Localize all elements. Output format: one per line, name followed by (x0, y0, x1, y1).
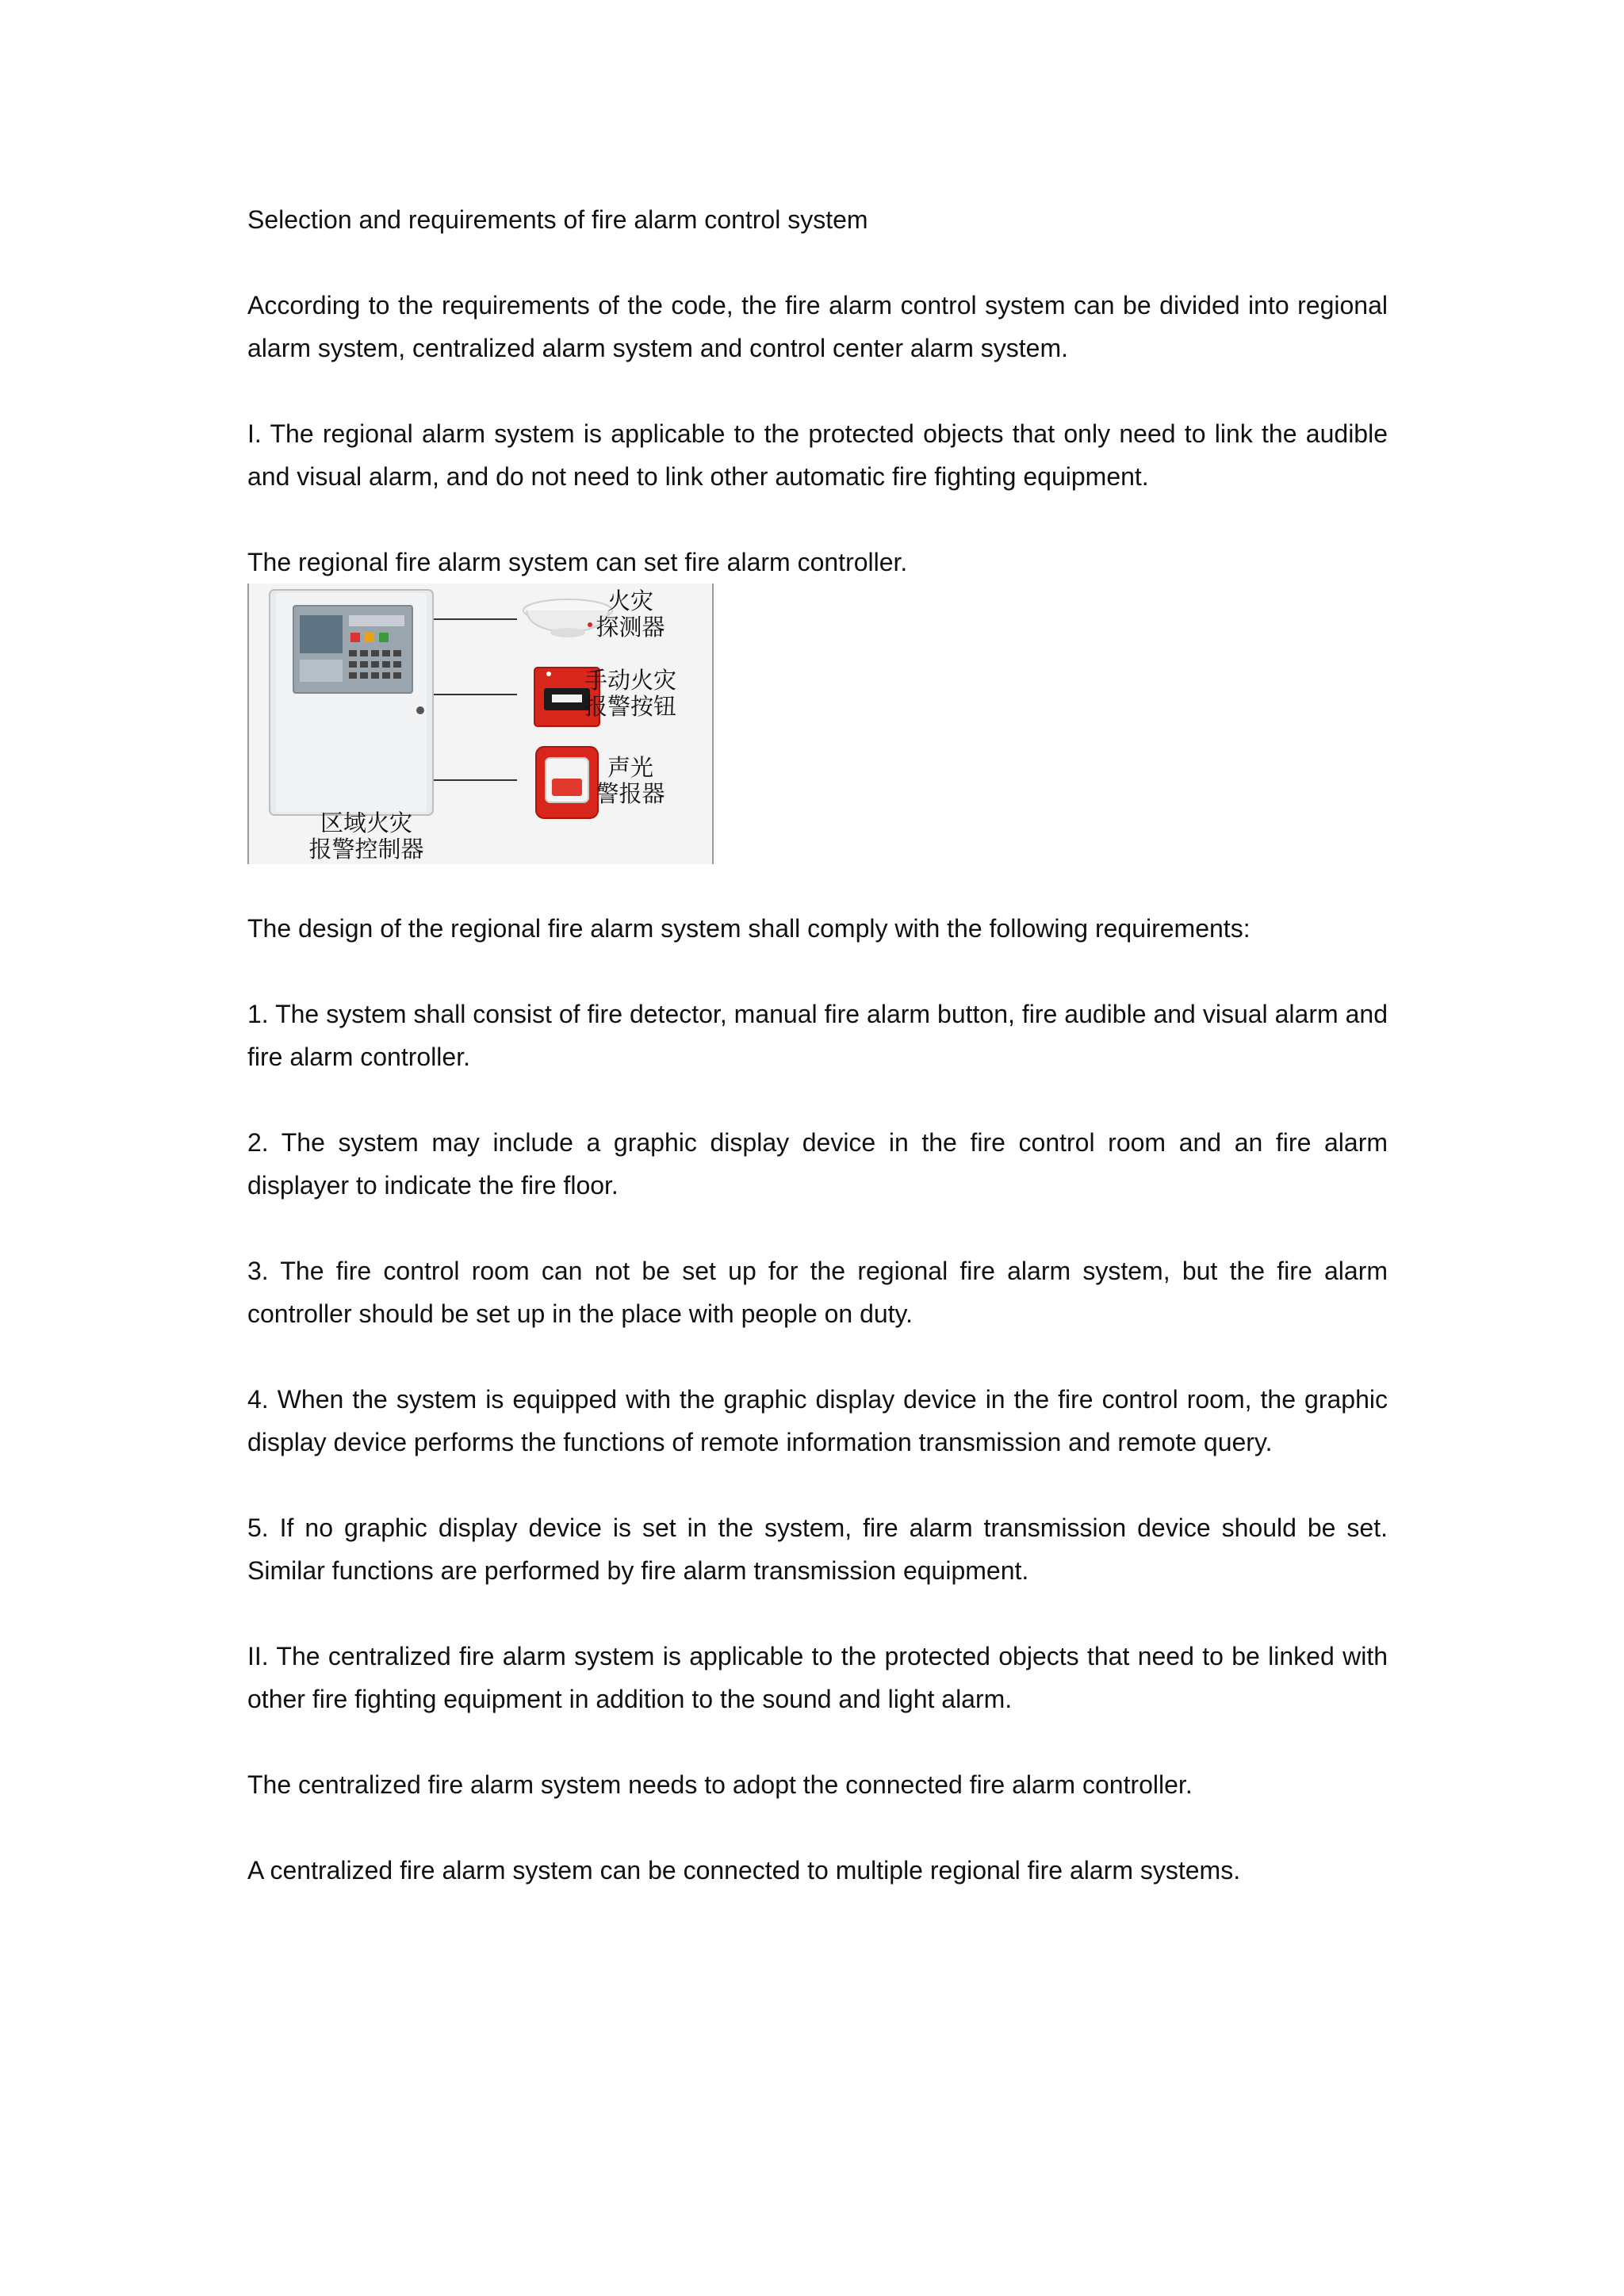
requirement-1: 1. The system shall consist of fire detector, manual fire alarm button, fire audible and visual alarm and fire alarm controller. (247, 1000, 1388, 1071)
section-2-note-1: The centralized fire alarm system needs to adopt the connected fire alarm controller. (247, 1770, 1193, 1799)
requirement-5: 5. If no graphic display device is set in the system, fire alarm transmission device should be set. Similar functions are performed by fire alarm transmission equipment. (247, 1513, 1388, 1585)
section-1-paragraph: I. The regional alarm system is applicable to the protected objects that only need to link the audible and visual alarm, and do not need to link other automatic fire fighting equipment. (247, 419, 1388, 491)
controller-caption: 区域火灾 报警控制器 (308, 809, 424, 863)
controller-cabinet-icon (270, 590, 433, 815)
regional-system-figure (247, 584, 714, 864)
requirement-4: 4. When the system is equipped with the graphic display device in the fire control room, the graphic display device performs the functions of remote information transmission and remote query. (247, 1385, 1388, 1456)
section-2-note-2: A centralized fire alarm system can be connected to multiple regional fire alarm systems. (247, 1856, 1241, 1885)
requirements-intro: The design of the regional fire alarm system shall comply with the following requirements: (247, 914, 1251, 943)
requirement-3: 3. The fire control room can not be set up for the regional fire alarm system, but the fire alarm controller should be set up in the place with people on duty. (247, 1257, 1388, 1328)
intro-paragraph: According to the requirements of the code, the fire alarm control system can be divided into regional alarm system, centralized alarm system and control center alarm system. (247, 291, 1388, 362)
document-title: Selection and requirements of fire alarm control system (247, 205, 868, 234)
section-2-paragraph: II. The centralized fire alarm system is applicable to the protected objects that need to be linked with other fire fighting equipment in addition to the sound and light alarm. (247, 1642, 1388, 1713)
document-body (247, 198, 1388, 1892)
section-1-note: The regional fire alarm system can set fire alarm controller. (247, 548, 908, 576)
manual-button-caption: 手动火灾 报警按钮 (584, 667, 676, 720)
alarm-caption: 声光 警报器 (596, 754, 665, 807)
requirement-2: 2. The system may include a graphic display device in the fire control room and an fire alarm displayer to indicate the fire floor. (247, 1128, 1388, 1200)
detector-caption: 火灾 探测器 (596, 587, 665, 641)
